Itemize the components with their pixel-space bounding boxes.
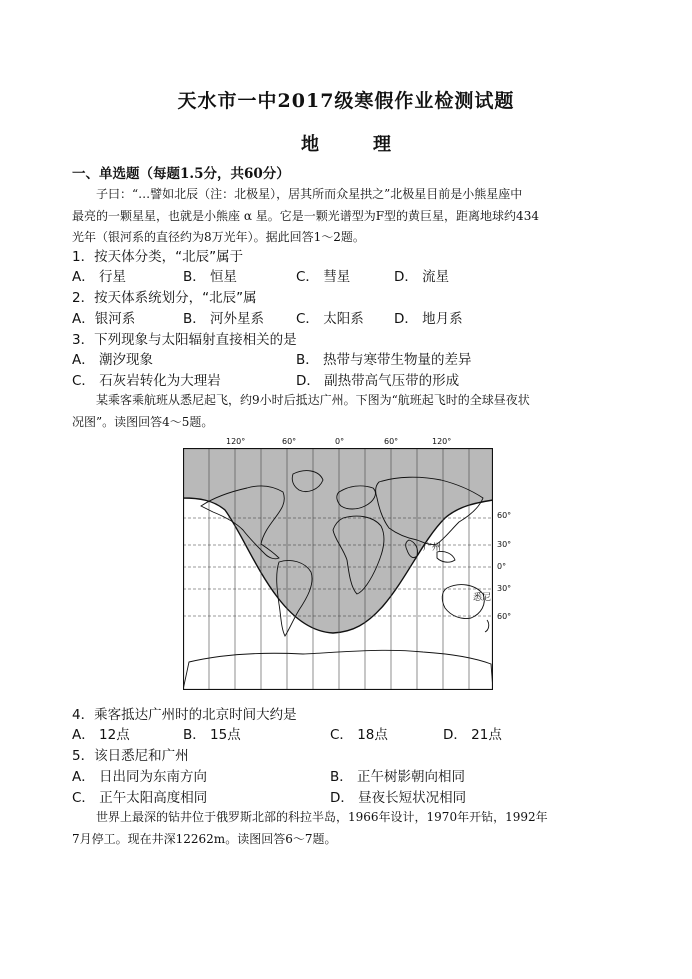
q2-option-d: D． 地月系 [394, 311, 463, 327]
q4-option-a: A． 12点 [72, 727, 130, 743]
map-lat-label-3: 0° [497, 562, 507, 571]
subject-char-2: 理 [373, 134, 391, 155]
map-lon-label-4: 60° [384, 437, 399, 446]
map-lon-label-3: 0° [335, 437, 345, 446]
map-lat-label-1: 60° [497, 511, 512, 520]
map-lat-label-5: 60° [497, 612, 512, 621]
intro3-line-1: 世界上最深的钻井位于俄罗斯北部的科拉半岛，1966年设计，1970年开钻，1992年 [96, 810, 548, 824]
question-2-stem: 2．按天体系统划分，“北辰”属 [72, 290, 257, 306]
q5-option-c: C． 正午太阳高度相同 [72, 790, 208, 806]
q4-option-b: B． 15点 [183, 727, 241, 743]
intro3-line-2: 7月停工。现在井深12262m。读图回答6～7题。 [72, 832, 337, 846]
subject-heading [0, 130, 692, 156]
q3-option-d: D． 副热带高气压带的形成 [296, 373, 460, 389]
intro1-line-1: 子曰：“…譬如北辰（注：北极星），居其所而众星拱之”北极星目前是小熊星座中 [96, 187, 523, 201]
q5-option-d: D． 昼夜长短状况相同 [330, 790, 467, 806]
q1-option-c: C． 彗星 [296, 269, 351, 285]
subject-char-1: 地 [301, 134, 319, 155]
q2-option-c: C． 太阳系 [296, 311, 364, 327]
section-heading: 一、单选题（每题1.5分，共60分） [72, 166, 290, 182]
map-city-sydney: 悉尼 [473, 593, 492, 603]
q2-option-b: B． 河外星系 [183, 311, 265, 327]
q5-option-b: B． 正午树影朝向相同 [330, 769, 466, 785]
q1-option-b: B． 恒星 [183, 269, 238, 285]
intro2-line-1: 某乘客乘航班从悉尼起飞，约9小时后抵达广州。下图为“航班起飞时的全球昼夜状 [96, 393, 530, 407]
q3-option-a: A． 潮汐现象 [72, 352, 154, 368]
q2-option-a: A．银河系 [72, 311, 136, 327]
exam-title: 天水市一中2017级寒假作业检测试题 [177, 90, 515, 112]
question-3-stem: 3．下列现象与太阳辐射直接相关的是 [72, 332, 297, 348]
map-svg [183, 448, 493, 690]
map-lat-label-2: 30° [497, 540, 512, 549]
intro1-line-2: 最亮的一颗星星，也就是小熊座 α 星。它是一颗光谱型为F型的黄巨星，距离地球约434 [72, 209, 539, 223]
map-lon-label-2: 60° [282, 437, 297, 446]
q3-option-c: C． 石灰岩转化为大理岩 [72, 373, 221, 389]
night-area [183, 448, 493, 633]
intro2-line-2: 况图”。读图回答4～5题。 [72, 415, 214, 429]
map-city-guangzhou: 广州 [423, 543, 442, 553]
day-night-map [183, 448, 493, 690]
map-lon-label-1: 120° [226, 437, 246, 446]
q4-option-d: D． 21点 [443, 727, 502, 743]
map-lon-label-5: 120° [432, 437, 452, 446]
question-4-stem: 4．乘客抵达广州时的北京时间大约是 [72, 707, 297, 723]
q1-option-d: D． 流星 [394, 269, 450, 285]
q4-option-c: C． 18点 [330, 727, 388, 743]
q5-option-a: A． 日出同为东南方向 [72, 769, 208, 785]
q1-option-a: A． 行星 [72, 269, 127, 285]
question-1-stem: 1．按天体分类，“北辰”属于 [72, 249, 244, 265]
map-lat-label-4: 30° [497, 584, 512, 593]
q3-option-b: B． 热带与寒带生物量的差异 [296, 352, 472, 368]
question-5-stem: 5．该日悉尼和广州 [72, 748, 189, 764]
intro1-line-3: 光年（银河系的直径约为8万光年）。据此回答1～2题。 [72, 230, 365, 244]
